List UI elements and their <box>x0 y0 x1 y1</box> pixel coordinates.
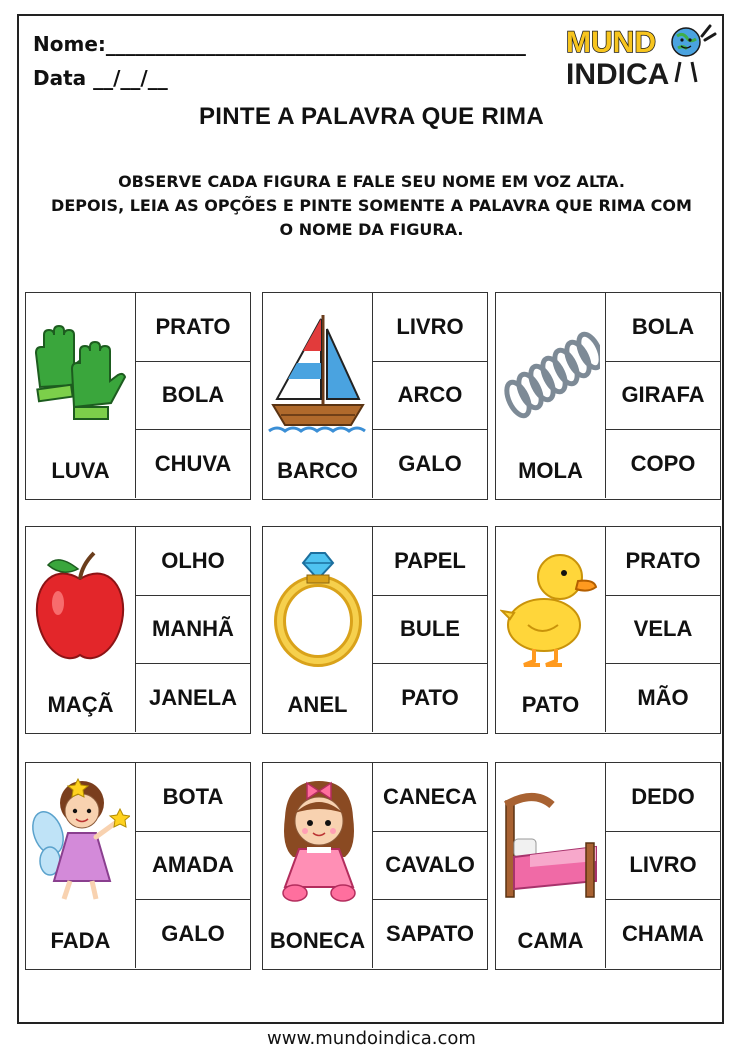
mundo-indica-logo <box>562 22 722 90</box>
fairy-icon <box>30 777 130 905</box>
option-word[interactable]: COPO <box>630 451 696 476</box>
card-barco <box>262 292 488 500</box>
option-word[interactable]: MANHÃ <box>136 595 250 664</box>
gloves-icon <box>30 307 130 435</box>
footer-url[interactable]: www.mundoindica.com <box>267 1028 476 1049</box>
sailboat-icon <box>267 307 367 435</box>
card-cama <box>495 762 721 970</box>
duck-icon <box>500 541 600 669</box>
spring-icon <box>500 307 600 435</box>
option-word[interactable]: CHAMA <box>622 921 704 946</box>
picture-word: BARCO <box>277 458 358 483</box>
instruction-line-1: OBSERVE CADA FIGURA E FALE SEU NOME EM VOZ ALTA. <box>118 172 625 191</box>
picture-cell <box>496 527 606 732</box>
picture-word: CAMA <box>517 928 584 953</box>
picture-cell <box>26 527 136 732</box>
option-word[interactable]: CANECA <box>373 763 487 832</box>
option-word[interactable]: DEDO <box>606 763 720 832</box>
option-word[interactable]: OLHO <box>136 527 250 596</box>
option-word[interactable]: AMADA <box>136 831 250 900</box>
option-word[interactable]: BULE <box>373 595 487 664</box>
picture-cell <box>263 763 373 968</box>
picture-cell <box>263 293 373 498</box>
option-word[interactable]: PRATO <box>606 527 720 596</box>
option-word[interactable]: JANELA <box>148 685 237 710</box>
ring-icon <box>267 541 367 669</box>
picture-cell <box>496 293 606 498</box>
apple-icon <box>30 541 130 669</box>
option-word[interactable]: MÃO <box>637 685 689 710</box>
picture-word: LUVA <box>51 458 110 483</box>
page-title: PINTE A PALAVRA QUE RIMA <box>199 103 544 130</box>
card-pato <box>495 526 721 734</box>
option-word[interactable]: GALO <box>398 451 462 476</box>
picture-cell <box>496 763 606 968</box>
picture-word: MOLA <box>518 458 583 483</box>
picture-cell <box>26 293 136 498</box>
name-field[interactable]: Nome:__________________________________________ <box>33 32 526 56</box>
card-boneca <box>262 762 488 970</box>
option-word[interactable]: BOLA <box>136 361 250 430</box>
card-anel <box>262 526 488 734</box>
svg-text:MUND: MUND <box>566 26 656 59</box>
card-fada <box>25 762 251 970</box>
option-word[interactable]: PRATO <box>136 293 250 362</box>
picture-word: MAÇÃ <box>47 692 114 717</box>
picture-cell <box>263 527 373 732</box>
picture-word: FADA <box>50 928 111 953</box>
svg-text:INDICA: INDICA <box>566 58 670 90</box>
instruction-line-3: O NOME DA FIGURA. <box>279 220 464 239</box>
option-word[interactable]: GALO <box>161 921 225 946</box>
option-word[interactable]: GIRAFA <box>606 361 720 430</box>
date-field[interactable]: Data __/__/__ <box>33 66 168 90</box>
card-maca <box>25 526 251 734</box>
option-word[interactable]: LIVRO <box>606 831 720 900</box>
option-word[interactable]: PAPEL <box>373 527 487 596</box>
doll-icon <box>267 777 367 905</box>
option-word[interactable]: SAPATO <box>385 921 474 946</box>
option-word[interactable]: VELA <box>606 595 720 664</box>
bed-icon <box>500 777 600 905</box>
option-word[interactable]: PATO <box>401 685 459 710</box>
option-word[interactable]: ARCO <box>373 361 487 430</box>
picture-word: BONECA <box>269 928 366 953</box>
instruction-line-2: DEPOIS, LEIA AS OPÇÕES E PINTE SOMENTE A PALAVRA QUE RIMA COM <box>51 196 692 215</box>
option-word[interactable]: LIVRO <box>373 293 487 362</box>
option-word[interactable]: CAVALO <box>373 831 487 900</box>
option-word[interactable]: CHUVA <box>154 451 232 476</box>
card-luva <box>25 292 251 500</box>
picture-cell <box>26 763 136 968</box>
option-word[interactable]: BOLA <box>606 293 720 362</box>
option-word[interactable]: BOTA <box>136 763 250 832</box>
card-mola <box>495 292 721 500</box>
picture-word: PATO <box>521 692 580 717</box>
picture-word: ANEL <box>287 692 348 717</box>
